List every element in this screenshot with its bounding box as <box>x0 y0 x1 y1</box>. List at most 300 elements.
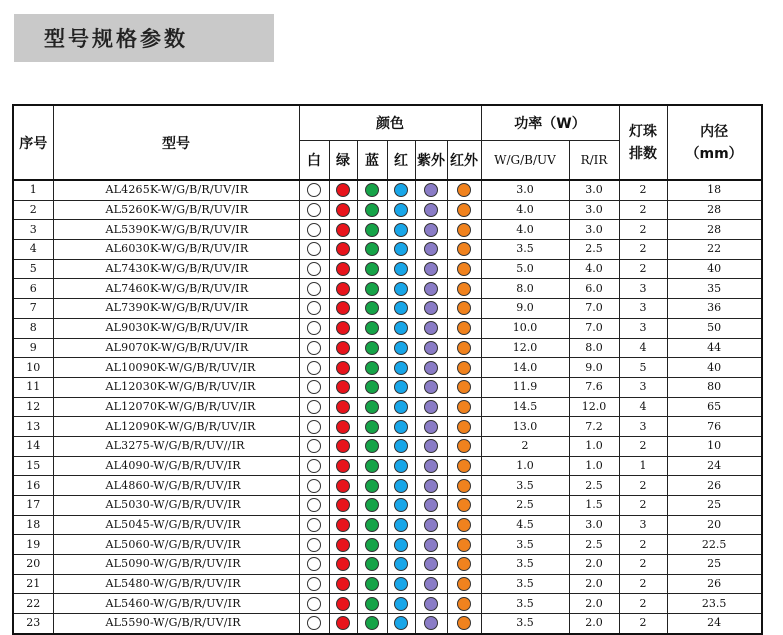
row-diameter: 24 <box>667 456 762 476</box>
red-dot-icon <box>336 439 350 453</box>
row-led-rows: 3 <box>619 417 667 437</box>
row-index: 8 <box>13 318 53 338</box>
color-cell <box>329 574 357 594</box>
row-power-rir: 7.2 <box>569 417 619 437</box>
row-power-wgbuv: 5.0 <box>481 259 569 279</box>
color-cell <box>357 436 387 456</box>
color-cell <box>415 614 447 634</box>
color-cell <box>415 259 447 279</box>
orange-dot-icon <box>457 301 471 315</box>
table-row <box>13 397 762 417</box>
row-index: 11 <box>13 377 53 397</box>
row-power-wgbuv: 4.5 <box>481 515 569 535</box>
color-cell <box>299 515 329 535</box>
green-dot-icon <box>365 242 379 256</box>
red-dot-icon <box>336 282 350 296</box>
blue-dot-icon <box>394 282 408 296</box>
color-cell <box>447 476 481 496</box>
row-index: 20 <box>13 555 53 575</box>
row-index: 10 <box>13 358 53 378</box>
color-cell <box>447 240 481 260</box>
row-diameter: 40 <box>667 358 762 378</box>
color-cell <box>415 338 447 358</box>
color-cell <box>447 299 481 319</box>
color-cell <box>357 279 387 299</box>
color-cell <box>415 397 447 417</box>
blue-dot-icon <box>394 301 408 315</box>
color-cell <box>357 318 387 338</box>
green-dot-icon <box>365 321 379 335</box>
green-dot-icon <box>365 183 379 197</box>
purple-dot-icon <box>424 597 438 611</box>
blue-dot-icon <box>394 557 408 571</box>
row-power-wgbuv: 3.5 <box>481 555 569 575</box>
color-cell <box>387 338 415 358</box>
row-power-rir: 3.0 <box>569 515 619 535</box>
green-dot-icon <box>365 361 379 375</box>
color-cell <box>329 515 357 535</box>
blue-dot-icon <box>394 597 408 611</box>
row-power-rir: 1.0 <box>569 456 619 476</box>
header-color-white: 白 <box>299 141 329 181</box>
color-cell <box>387 515 415 535</box>
purple-dot-icon <box>424 262 438 276</box>
blue-dot-icon <box>394 616 408 630</box>
color-cell <box>415 515 447 535</box>
row-model: AL4090-W/G/B/R/UV/IR <box>53 456 299 476</box>
color-cell <box>299 397 329 417</box>
color-cell <box>357 594 387 614</box>
green-dot-icon <box>365 301 379 315</box>
red-dot-icon <box>336 577 350 591</box>
white-dot-icon <box>307 262 321 276</box>
purple-dot-icon <box>424 577 438 591</box>
table-row <box>13 358 762 378</box>
color-cell <box>415 279 447 299</box>
color-cell <box>299 456 329 476</box>
header-power-group: 功率（W） <box>481 105 619 141</box>
row-model: AL5480-W/G/B/R/UV/IR <box>53 574 299 594</box>
row-led-rows: 2 <box>619 476 667 496</box>
orange-dot-icon <box>457 498 471 512</box>
row-model: AL3275-W/G/B/R/UV//IR <box>53 436 299 456</box>
row-led-rows: 4 <box>619 397 667 417</box>
row-power-wgbuv: 3.5 <box>481 535 569 555</box>
row-index: 12 <box>13 397 53 417</box>
color-cell <box>387 358 415 378</box>
color-cell <box>447 496 481 516</box>
color-cell <box>329 240 357 260</box>
color-cell <box>299 614 329 634</box>
color-cell <box>447 180 481 200</box>
purple-dot-icon <box>424 321 438 335</box>
green-dot-icon <box>365 282 379 296</box>
row-index: 22 <box>13 594 53 614</box>
color-cell <box>387 200 415 220</box>
row-index: 14 <box>13 436 53 456</box>
purple-dot-icon <box>424 479 438 493</box>
row-model: AL5045-W/G/B/R/UV/IR <box>53 515 299 535</box>
color-cell <box>415 377 447 397</box>
header-color-green: 绿 <box>329 141 357 181</box>
row-diameter: 10 <box>667 436 762 456</box>
color-cell <box>447 515 481 535</box>
color-cell <box>415 299 447 319</box>
header-power-rir: R/IR <box>569 141 619 181</box>
red-dot-icon <box>336 223 350 237</box>
color-cell <box>299 535 329 555</box>
row-model: AL9070K-W/G/B/R/UV/IR <box>53 338 299 358</box>
red-dot-icon <box>336 301 350 315</box>
row-power-rir: 1.5 <box>569 496 619 516</box>
row-diameter: 25 <box>667 555 762 575</box>
row-power-rir: 12.0 <box>569 397 619 417</box>
row-index: 5 <box>13 259 53 279</box>
row-power-wgbuv: 2.5 <box>481 496 569 516</box>
row-power-rir: 7.0 <box>569 299 619 319</box>
color-cell <box>447 259 481 279</box>
color-cell <box>415 535 447 555</box>
color-cell <box>447 397 481 417</box>
color-cell <box>387 397 415 417</box>
row-led-rows: 2 <box>619 240 667 260</box>
color-cell <box>299 220 329 240</box>
color-cell <box>299 496 329 516</box>
table-row <box>13 436 762 456</box>
color-cell <box>329 299 357 319</box>
table-row <box>13 515 762 535</box>
color-cell <box>357 456 387 476</box>
green-dot-icon <box>365 557 379 571</box>
color-cell <box>387 377 415 397</box>
table-row <box>13 318 762 338</box>
row-led-rows: 3 <box>619 279 667 299</box>
red-dot-icon <box>336 321 350 335</box>
orange-dot-icon <box>457 518 471 532</box>
purple-dot-icon <box>424 341 438 355</box>
table-row <box>13 574 762 594</box>
color-cell <box>357 574 387 594</box>
row-model: AL5390K-W/G/B/R/UV/IR <box>53 220 299 240</box>
purple-dot-icon <box>424 459 438 473</box>
purple-dot-icon <box>424 361 438 375</box>
color-cell <box>357 220 387 240</box>
color-cell <box>329 594 357 614</box>
blue-dot-icon <box>394 321 408 335</box>
blue-dot-icon <box>394 538 408 552</box>
green-dot-icon <box>365 577 379 591</box>
color-cell <box>299 594 329 614</box>
spec-table <box>12 104 763 635</box>
color-cell <box>357 476 387 496</box>
header-index: 序号 <box>13 105 53 180</box>
color-cell <box>447 594 481 614</box>
color-cell <box>447 338 481 358</box>
row-index: 19 <box>13 535 53 555</box>
color-cell <box>329 259 357 279</box>
color-cell <box>387 555 415 575</box>
color-cell <box>329 318 357 338</box>
row-led-rows: 4 <box>619 338 667 358</box>
orange-dot-icon <box>457 361 471 375</box>
color-cell <box>387 180 415 200</box>
row-model: AL5030-W/G/B/R/UV/IR <box>53 496 299 516</box>
orange-dot-icon <box>457 459 471 473</box>
red-dot-icon <box>336 498 350 512</box>
row-diameter: 18 <box>667 180 762 200</box>
white-dot-icon <box>307 400 321 414</box>
row-diameter: 28 <box>667 220 762 240</box>
row-led-rows: 1 <box>619 456 667 476</box>
header-diameter: 内径（mm） <box>667 105 762 180</box>
row-diameter: 65 <box>667 397 762 417</box>
table-row <box>13 180 762 200</box>
color-cell <box>329 358 357 378</box>
color-cell <box>447 358 481 378</box>
color-cell <box>387 240 415 260</box>
row-index: 17 <box>13 496 53 516</box>
purple-dot-icon <box>424 223 438 237</box>
table-row <box>13 555 762 575</box>
white-dot-icon <box>307 577 321 591</box>
color-cell <box>299 299 329 319</box>
row-index: 1 <box>13 180 53 200</box>
row-power-rir: 9.0 <box>569 358 619 378</box>
header-color-blue: 蓝 <box>357 141 387 181</box>
orange-dot-icon <box>457 616 471 630</box>
orange-dot-icon <box>457 597 471 611</box>
row-diameter: 26 <box>667 574 762 594</box>
green-dot-icon <box>365 538 379 552</box>
row-diameter: 25 <box>667 496 762 516</box>
color-cell <box>299 358 329 378</box>
row-model: AL5590-W/G/B/R/UV/IR <box>53 614 299 634</box>
white-dot-icon <box>307 380 321 394</box>
green-dot-icon <box>365 518 379 532</box>
table-row <box>13 496 762 516</box>
color-cell <box>299 377 329 397</box>
green-dot-icon <box>365 597 379 611</box>
blue-dot-icon <box>394 183 408 197</box>
row-power-wgbuv: 14.5 <box>481 397 569 417</box>
color-cell <box>387 220 415 240</box>
color-cell <box>447 614 481 634</box>
row-led-rows: 3 <box>619 515 667 535</box>
color-cell <box>447 377 481 397</box>
row-led-rows: 2 <box>619 220 667 240</box>
orange-dot-icon <box>457 557 471 571</box>
color-cell <box>299 574 329 594</box>
color-cell <box>357 358 387 378</box>
row-power-wgbuv: 2 <box>481 436 569 456</box>
row-led-rows: 2 <box>619 535 667 555</box>
color-cell <box>357 496 387 516</box>
header-color-ir: 红外 <box>447 141 481 181</box>
row-diameter: 35 <box>667 279 762 299</box>
row-power-wgbuv: 13.0 <box>481 417 569 437</box>
row-model: AL9030K-W/G/B/R/UV/IR <box>53 318 299 338</box>
red-dot-icon <box>336 361 350 375</box>
color-cell <box>329 436 357 456</box>
purple-dot-icon <box>424 400 438 414</box>
red-dot-icon <box>336 242 350 256</box>
color-cell <box>387 476 415 496</box>
row-power-rir: 3.0 <box>569 180 619 200</box>
blue-dot-icon <box>394 380 408 394</box>
row-led-rows: 3 <box>619 299 667 319</box>
color-cell <box>415 358 447 378</box>
color-cell <box>329 180 357 200</box>
white-dot-icon <box>307 597 321 611</box>
blue-dot-icon <box>394 341 408 355</box>
color-cell <box>447 200 481 220</box>
row-led-rows: 3 <box>619 318 667 338</box>
orange-dot-icon <box>457 183 471 197</box>
color-cell <box>299 259 329 279</box>
row-index: 7 <box>13 299 53 319</box>
row-diameter: 20 <box>667 515 762 535</box>
color-cell <box>447 318 481 338</box>
row-model: AL7460K-W/G/B/R/UV/IR <box>53 279 299 299</box>
red-dot-icon <box>336 183 350 197</box>
row-power-wgbuv: 8.0 <box>481 279 569 299</box>
row-power-rir: 7.0 <box>569 318 619 338</box>
color-cell <box>329 614 357 634</box>
blue-dot-icon <box>394 459 408 473</box>
color-cell <box>415 594 447 614</box>
color-cell <box>329 417 357 437</box>
orange-dot-icon <box>457 538 471 552</box>
row-index: 6 <box>13 279 53 299</box>
row-model: AL10090K-W/G/B/R/UV/IR <box>53 358 299 378</box>
color-cell <box>415 555 447 575</box>
white-dot-icon <box>307 321 321 335</box>
color-cell <box>415 496 447 516</box>
row-model: AL12090K-W/G/B/R/UV/IR <box>53 417 299 437</box>
row-model: AL5260K-W/G/B/R/UV/IR <box>53 200 299 220</box>
color-cell <box>447 456 481 476</box>
row-model: AL5090-W/G/B/R/UV/IR <box>53 555 299 575</box>
section-title: 型号规格参数 <box>44 27 188 51</box>
row-diameter: 40 <box>667 259 762 279</box>
green-dot-icon <box>365 380 379 394</box>
orange-dot-icon <box>457 242 471 256</box>
row-index: 13 <box>13 417 53 437</box>
row-led-rows: 2 <box>619 496 667 516</box>
row-index: 23 <box>13 614 53 634</box>
color-cell <box>357 614 387 634</box>
color-cell <box>447 574 481 594</box>
green-dot-icon <box>365 498 379 512</box>
color-cell <box>329 397 357 417</box>
row-model: AL7390K-W/G/B/R/UV/IR <box>53 299 299 319</box>
color-cell <box>299 279 329 299</box>
row-led-rows: 2 <box>619 259 667 279</box>
blue-dot-icon <box>394 203 408 217</box>
row-index: 21 <box>13 574 53 594</box>
orange-dot-icon <box>457 420 471 434</box>
red-dot-icon <box>336 262 350 276</box>
table-row <box>13 279 762 299</box>
purple-dot-icon <box>424 301 438 315</box>
red-dot-icon <box>336 597 350 611</box>
color-cell <box>299 240 329 260</box>
green-dot-icon <box>365 616 379 630</box>
row-index: 3 <box>13 220 53 240</box>
color-cell <box>447 535 481 555</box>
row-diameter: 36 <box>667 299 762 319</box>
color-cell <box>299 338 329 358</box>
color-cell <box>329 338 357 358</box>
color-cell <box>299 180 329 200</box>
purple-dot-icon <box>424 616 438 630</box>
header-color-red: 红 <box>387 141 415 181</box>
color-cell <box>387 594 415 614</box>
table-row <box>13 594 762 614</box>
color-cell <box>415 436 447 456</box>
table-row <box>13 614 762 634</box>
color-cell <box>299 200 329 220</box>
row-led-rows: 2 <box>619 200 667 220</box>
purple-dot-icon <box>424 242 438 256</box>
green-dot-icon <box>365 223 379 237</box>
row-power-rir: 2.0 <box>569 614 619 634</box>
header-power-wgbuv: W/G/B/UV <box>481 141 569 181</box>
row-power-wgbuv: 14.0 <box>481 358 569 378</box>
color-cell <box>387 279 415 299</box>
row-power-wgbuv: 3.5 <box>481 614 569 634</box>
color-cell <box>329 377 357 397</box>
color-cell <box>387 299 415 319</box>
row-led-rows: 2 <box>619 614 667 634</box>
blue-dot-icon <box>394 400 408 414</box>
color-cell <box>357 377 387 397</box>
white-dot-icon <box>307 301 321 315</box>
row-power-wgbuv: 11.9 <box>481 377 569 397</box>
color-cell <box>387 574 415 594</box>
table-row <box>13 338 762 358</box>
white-dot-icon <box>307 183 321 197</box>
purple-dot-icon <box>424 282 438 296</box>
table-row <box>13 299 762 319</box>
color-cell <box>329 200 357 220</box>
row-model: AL6030K-W/G/B/R/UV/IR <box>53 240 299 260</box>
white-dot-icon <box>307 361 321 375</box>
row-power-wgbuv: 1.0 <box>481 456 569 476</box>
color-cell <box>357 200 387 220</box>
row-index: 18 <box>13 515 53 535</box>
row-led-rows: 3 <box>619 377 667 397</box>
color-cell <box>299 417 329 437</box>
color-cell <box>357 259 387 279</box>
orange-dot-icon <box>457 223 471 237</box>
red-dot-icon <box>336 479 350 493</box>
green-dot-icon <box>365 439 379 453</box>
row-diameter: 23.5 <box>667 594 762 614</box>
table-row <box>13 200 762 220</box>
row-diameter: 24 <box>667 614 762 634</box>
row-led-rows: 2 <box>619 574 667 594</box>
red-dot-icon <box>336 518 350 532</box>
header-color-group: 颜色 <box>299 105 481 141</box>
color-cell <box>299 436 329 456</box>
green-dot-icon <box>365 203 379 217</box>
red-dot-icon <box>336 420 350 434</box>
row-model: AL7430K-W/G/B/R/UV/IR <box>53 259 299 279</box>
blue-dot-icon <box>394 577 408 591</box>
color-cell <box>387 259 415 279</box>
table-row <box>13 417 762 437</box>
